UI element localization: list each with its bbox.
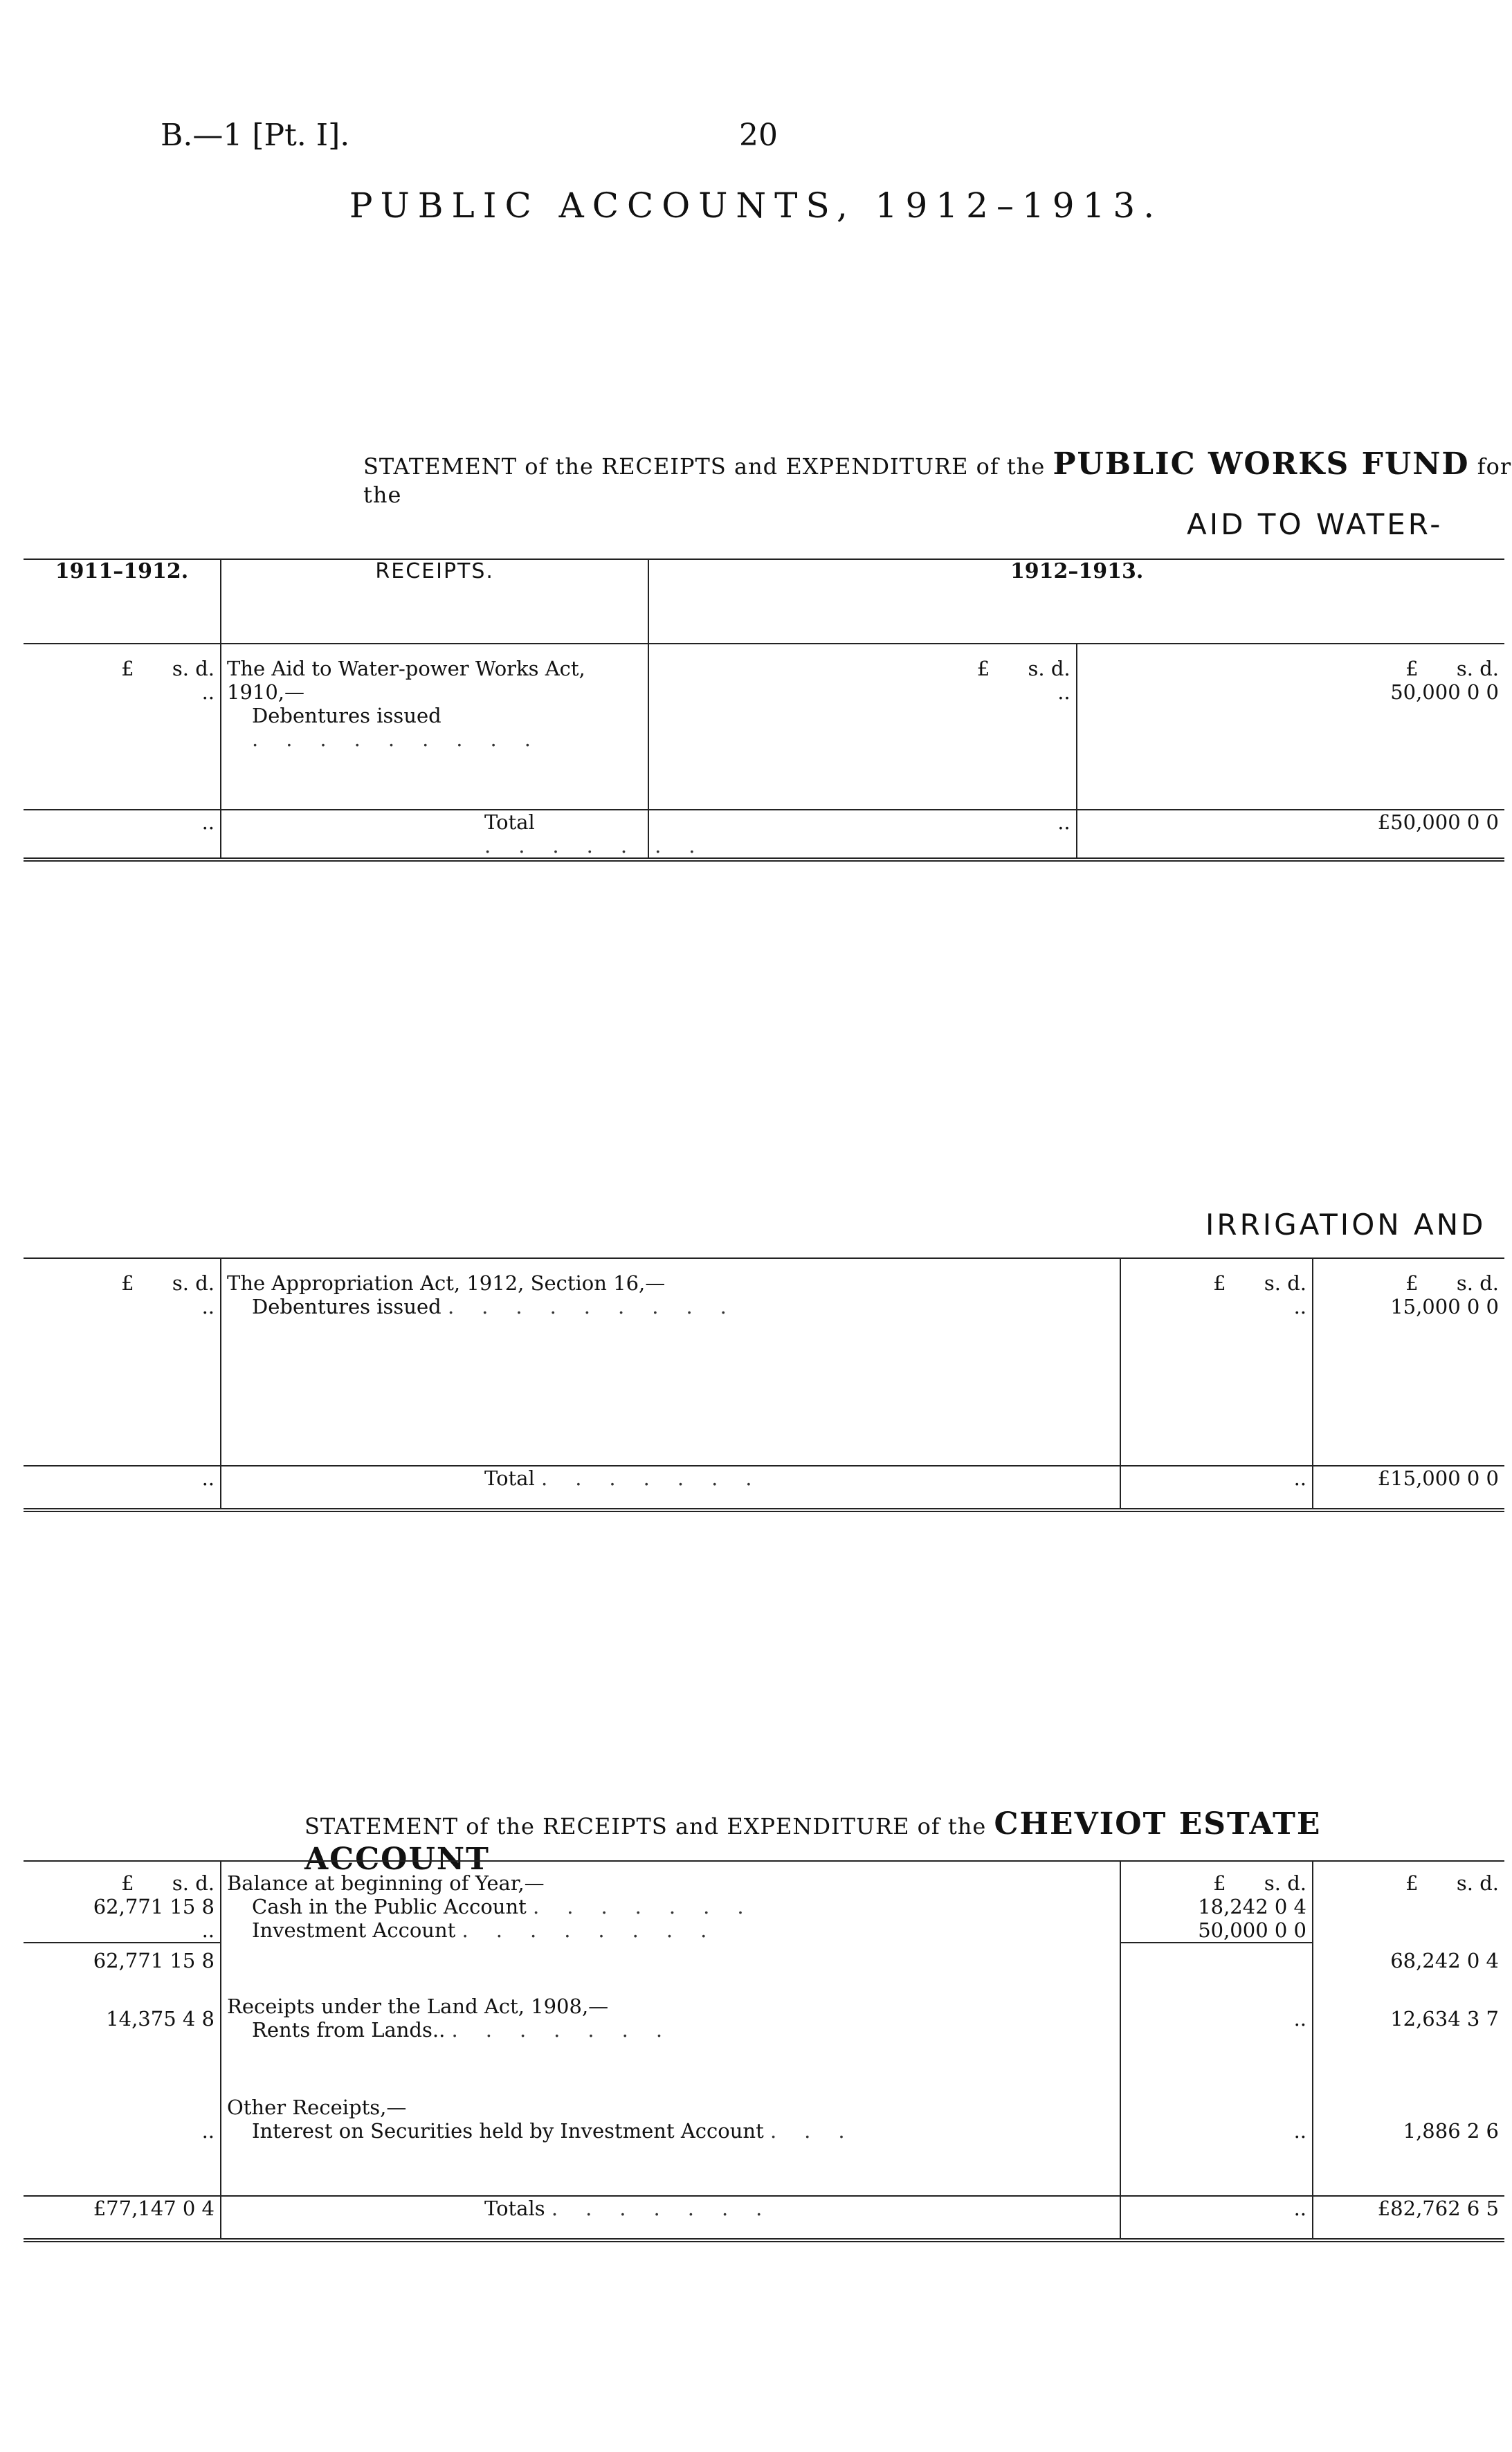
receipt-description — [221, 1258, 1120, 1466]
page-number: 20 — [739, 118, 778, 153]
balance-description — [221, 1861, 1120, 1943]
g1-item1-prev: 62,771 15 8 — [93, 1895, 215, 1918]
g1-subtotal-prev: 62,771 15 8 — [24, 1943, 221, 1978]
prev-year-cell — [24, 1861, 221, 1943]
act-label: The Aid to Water-power Works Act, 1910,— — [227, 657, 585, 704]
act-label: The Appropriation Act, 1912, Section 16,— — [227, 1271, 666, 1295]
statement3-intro: STATEMENT of the RECEIPTS and EXPENDITURE of the — [304, 1813, 987, 1840]
statement3-fund-name: CHEVIOT ESTATE ACCOUNT — [304, 1806, 1322, 1877]
units-label: £ s. d. — [976, 657, 1071, 680]
total-detail-value: .. — [1120, 1466, 1313, 1510]
line-item-investment: Investment Account ........ — [252, 1918, 735, 1942]
units-label: £ s. d. — [121, 1271, 215, 1295]
units-label: £ s. d. — [1405, 657, 1499, 680]
amount-value: 50,000 0 0 — [1390, 680, 1499, 704]
total-label: Total ....... — [221, 810, 648, 860]
units-label: £ s. d. — [121, 657, 215, 680]
g3-prev: .. — [24, 2090, 221, 2196]
total-label: Total ....... — [221, 1466, 1120, 1510]
total-detail-value: .. — [1120, 2196, 1313, 2240]
receipts-table-cheviot-estate — [24, 1860, 1504, 2242]
total-label: Totals ....... — [221, 2196, 1120, 2240]
g2-amount: 12,634 3 7 — [1390, 2007, 1499, 2031]
detail-cell — [648, 644, 1076, 810]
g1-amount: 68,242 0 4 — [1390, 1948, 1499, 1972]
line-item-interest: Interest on Securities held by Investment Account ... — [252, 2119, 873, 2143]
receipts-table-irrigation — [24, 1257, 1504, 1512]
g3-detail: .. — [1120, 2090, 1313, 2196]
total-prev-value: £77,147 0 4 — [24, 2196, 221, 2240]
prev-year-cell — [24, 1258, 221, 1466]
line-item-cash: Cash in the Public Account ....... — [252, 1895, 772, 1918]
statement1-heading — [363, 446, 1512, 508]
section-heading-irrigation: IRRIGATION AND — [1205, 1208, 1486, 1242]
prev-value: .. — [201, 680, 215, 704]
detail-cell — [1120, 1861, 1313, 1943]
g3-amount: 1,886 2 6 — [1403, 2119, 1499, 2143]
units-label: £ s. d. — [1213, 1271, 1306, 1295]
line-item-rents: Rents from Lands.. ....... — [252, 2018, 691, 2042]
detail-value: .. — [1057, 680, 1071, 704]
detail-value: .. — [1293, 1295, 1306, 1318]
total-detail-value: .. — [648, 810, 1076, 860]
g2-detail: .. — [1120, 1978, 1313, 2090]
amount-value: 15,000 0 0 — [1390, 1295, 1499, 1318]
group-balance-label: Balance at beginning of Year,— — [227, 1871, 545, 1895]
units-label: £ s. d. — [1405, 1271, 1499, 1295]
receipts-table-aid-to-water — [24, 558, 1504, 862]
g1-item1-detail: 18,242 0 4 — [1198, 1895, 1306, 1918]
detail-cell — [1120, 1258, 1313, 1466]
total-amount: £15,000 0 0 — [1313, 1466, 1504, 1510]
prev-value: .. — [201, 1295, 215, 1318]
total-prev-value: .. — [24, 1466, 221, 1510]
total-amount: £82,762 6 5 — [1313, 2196, 1504, 2240]
receipt-description — [221, 644, 648, 810]
line-item-label: Debentures issued ......... — [252, 704, 558, 751]
col-header-1911-1912: 1911–1912. — [24, 559, 221, 644]
g2-prev: 14,375 4 8 — [24, 1978, 221, 2090]
units-label: £ s. d. — [1213, 1871, 1306, 1895]
prev-year-cell — [24, 644, 221, 810]
land-act-description — [221, 1978, 1120, 2090]
other-receipts-description — [221, 2090, 1120, 2196]
group-other-label: Other Receipts,— — [227, 2096, 407, 2119]
amount-cell — [1313, 1861, 1504, 1943]
statement1-intro: STATEMENT of the RECEIPTS and EXPENDITURE of the — [363, 453, 1046, 480]
statement1-fund-name: PUBLIC WORKS FUND — [1053, 446, 1470, 482]
total-prev-value: .. — [24, 810, 221, 860]
g1-item2-detail: 50,000 0 0 — [1198, 1918, 1306, 1942]
units-label: £ s. d. — [121, 1871, 215, 1895]
line-item-label: Debentures issued ......... — [252, 1295, 754, 1318]
col-header-1912-1913: 1912–1913. — [648, 559, 1504, 644]
total-amount: £50,000 0 0 — [1077, 810, 1504, 860]
page-title: PUBLIC ACCOUNTS, 1912–1913. — [349, 185, 1163, 226]
section-heading-aid-to-water: AID TO WATER- — [1187, 507, 1443, 541]
statement1-tail: for the — [363, 453, 1512, 508]
amount-cell — [1313, 1258, 1504, 1466]
group-land-act-label: Receipts under the Land Act, 1908,— — [227, 1995, 609, 2018]
col-header-receipts: RECEIPTS. — [221, 559, 648, 644]
units-label: £ s. d. — [1405, 1871, 1499, 1895]
g1-item2-prev: .. — [201, 1918, 215, 1942]
amount-cell — [1077, 644, 1504, 810]
report-reference: B.—1 [Pt. I]. — [161, 118, 350, 153]
